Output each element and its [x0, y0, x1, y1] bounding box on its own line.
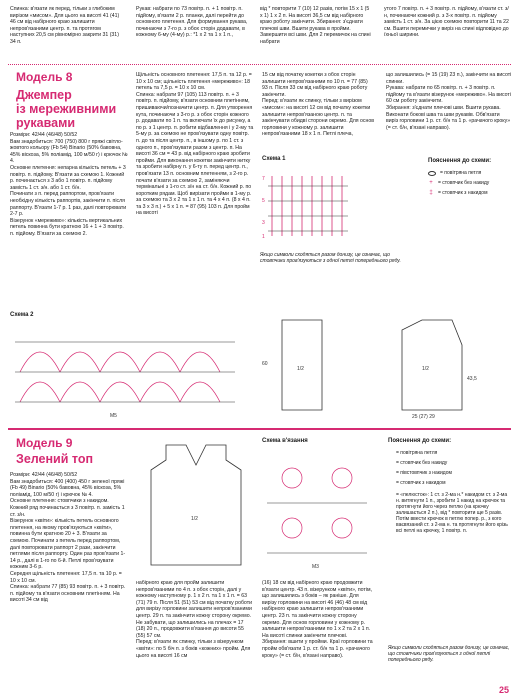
pattern-8-sleeve-label: 1/2 [297, 366, 304, 372]
model-9-text-2: набірного краю для пройм залишити непров'язаними по 4 п. з обох сторін, далі у кожному наступному р. 1 х 2 п. та 1 х 1 п. = 63 (71) 79 п. Після 51 (51) 53 см від початку роботи для вирізу горловини залишити непров'язаними центр. 29 п. та закінчити кожну сторону окремо. Не забувати, що залишились на плечах = 17 (18) 20 п., продовжити в'язання до висоти 55 (55) 57 см. Перед: в'язати як спинку, тільки з візерунком «квіти»: по 5 біч п. з боків «кожних» пройм. Для цього на висоті 16 см [136, 580, 252, 659]
model-9-col-1 [10, 472, 128, 692]
scheme-2-svg [10, 322, 245, 420]
top-text-2: Рукав: набрати по 73 повітр. п. + 1 повітр. п. підйому, в'язати 2 р. планки, далі перейти до основного плетення. Для формування рукава, починаючи з 7-го р. з обох сторін додавати, в кожному 6-му (4-му) р.: *1 х 2 та 1 х 1 п., [136, 6, 248, 39]
model-9-title: Зелений топ [16, 452, 94, 466]
scheme-2-chart [10, 322, 245, 420]
model-8-text-3: 15 см від початку кокетки з обох сторін залишити непров'язаними по 10 п. = 77 (85) 93 п. Після 33 см від набірного краю роботу закінчити. Перед: в'язати як спинку, тільки з вирізом «мисом»: на висоті 12 см від початку кокетки залишити непров'язаною центр. п. та закінчувати обидві сторони окремо. Для основ горловини у кожному р. залишити непров'язаними 18 х 1 п. Петлі плеча, [262, 72, 374, 138]
top-text-1: Спинка: в'язати як перед, тільки з глибоким вирізом «мисом». Для цього на висоті 41 (41) 46 см від набірного краю залишити непров'язаними центр. п. та протягом наступних 20,5 см рівномірно закрити 31 (31) 34 п. [10, 6, 120, 45]
scheme-1-note: Якщо символи сходяться разом донизу, це означає, що стовпчики пров'язуються з одної петлі попереднього ряду. [260, 252, 401, 264]
legend-9-item-2: = стовпчик без накиду [396, 460, 448, 466]
model-9-number: Модель 9 [16, 436, 73, 450]
model-8-col-2 [136, 72, 254, 308]
section-divider-mid [8, 428, 511, 430]
pattern-8-side-length: 43,5 [467, 376, 477, 382]
svg-text:5: 5 [262, 198, 265, 204]
legend-9-title: Пояснення до схеми: [388, 438, 452, 444]
legend-8-item-2 [428, 180, 489, 186]
top-col-4 [384, 6, 512, 58]
model-8-title: Джемпер із мереживними рукавами [16, 88, 117, 130]
scheme-2-rep: М5 [110, 413, 117, 419]
section-divider-top [8, 64, 511, 65]
pattern-9-svg [136, 440, 254, 575]
scheme-1-chart [262, 166, 362, 246]
legend-8-item-3 [428, 190, 488, 196]
scheme-2-label: Схема 2 [10, 312, 34, 318]
legend-8-title: Пояснення до схеми: [428, 158, 492, 164]
scheme-9-label: Схема в'язання [262, 438, 308, 444]
top-col-3 [260, 6, 372, 58]
model-9-col-3 [262, 580, 374, 692]
model-8-col-1 [10, 132, 128, 308]
pattern-9-label: 1/2 [191, 516, 198, 522]
model-8-text-2: Щільність основного плетення: 17,5 п. та 12 р. = 10 х 10 см; щільність плетення «мереживо»: 18 петель та 7,5 р. = 10 х 10 см. Спинка: набрати 97 (105) 113 повітр. п. + 3 повітр. п. підйому, в'язати основним плетінням, пришиваючи/позначити центр. п. Для утворення кута, починаючи з 3-го р. з обох сторін кожного р. додавати по 1 п. та включати їх до рисунку, а по р. з 1 центр. п. робити відбавлення і у 2-му та 5-му р. за схемою не пров'язувати одну повітр. п. до та після центр. п., в іншому р. по 1 ст. з одного п., пров'язувати разом з центр. п. На висоті 36 см = 43 р. від набірного краю зробити пройми. Для виконання кокетки закінчити нитку та зробити набірну п. у 6-ту п. перед центр. п., пров'язати 13 п. основним плетенням, з 2-го р. почати в'язати за схемою 2, заміняючи термінальні з 1-го ст. з/н на ст. б/н. Кожний р. по коротким рядам. Щоб вирізати пройми в 1-му р. за схемою та 3 х 2 та 1 х 1 п. та 4 х 4 п. (8 х 4 п. та 3 х 3 п.) + 5 х 1 п. = 87 (95) 103 п. Для пройм на висоті [136, 72, 254, 217]
legend-8-item-1-text: = повітряна петля [440, 170, 482, 176]
model-9-text-3: (16) 18 см від набірного краю продовжити в'язати центр. 43 п. візерунком «квіти», потім, що залишились з боків – як раніше. Для вирізу горловини на висоті 46 (46) 48 см від набірного краю залишити непров'язаними центр. 23 п. та закінчити кожну сторону окремо. Для основ горловини у кожному р. залишити непров'язаними по 1 х 2 та 2 х 1 п. На висоті спинки закінчити плечові. Збирання: вшити у пройми. Краї горловини та пройм обв'язати 1 р. ст. б/н та 1 р. «рачачого кроку» (= ст. б/н, в'язані направо). [262, 580, 373, 659]
model-8-col-3 [262, 72, 374, 148]
pattern-8-bottom-width: 25 (27) 29 [412, 414, 435, 420]
legend-9-item-1: = повітряна петля [396, 450, 438, 456]
svg-text:7: 7 [262, 176, 265, 182]
pattern-8-svg [262, 310, 510, 420]
model-8-col-4 [386, 72, 512, 148]
legend-9-item-3: = півстовпчик з накидом [396, 470, 452, 476]
top-text-3: від * повторити 7 (10) 12 разів, потім 15 х 1 (5 х 1) 1 х 2 п. На висоті 36,5 см від набірного краю роботу закінчити. Збирання: з'єднати плечові шви. Вшити рукава в пройми. Завершити всі шви. Для 2 перемичок на спині набрати [260, 6, 371, 45]
page-number: 25 [498, 685, 509, 695]
model-9-col-2 [136, 580, 254, 692]
model-8-number: Модель 8 [16, 70, 73, 84]
pattern-9-chart [136, 440, 254, 575]
pattern-8-front-label: 1/2 [422, 366, 429, 372]
scheme-9-svg [262, 448, 374, 576]
double-crochet-icon: ‡ [429, 190, 433, 196]
legend-9-item-5: = «пелюсток»: 1 ст. з 2-ма н.* накидом ст. з 2-ма н. витягнути 1 п., зробити 1 накид на крючок та протягнути його через петлю (на крючку залишається 2 п.), від * повторити ще 5 разів. Потім ввести крючок в петлю попер. р., з кого ваєвязаний ст. з 2-ма н. та протягнути його крізь всі петлі на крючку, 1 повітр. п. [396, 492, 508, 534]
legend-8-item-2-text: = стовпчик без накиду [438, 180, 490, 186]
top-text-4: утого 7 повітр. п. + 3 повітр. п. підйому, в'язати ст. з/н, починаючи кожний р. з 3-х повітр. п. підйому замість 1 ст. з/н. За цією схемою повторити 11 та 22 см. Вшити перемички у виріз на спині відповідно до їхньої ширини. [384, 6, 509, 39]
legend-8-item-3-text: = стовпчик з накидом [438, 190, 488, 196]
svg-text:3: 3 [262, 220, 265, 226]
scheme-9-rep: М3 [312, 564, 319, 570]
scheme-9-note: Якщо символи сходяться разом донизу, це означає, що стовпчики пров'язуються з одної петлі попереднього ряду. [388, 645, 510, 663]
pattern-8-chart [262, 310, 510, 420]
pattern-8-sleeve-length: 60 [262, 361, 268, 367]
scheme-1-svg [262, 166, 362, 246]
top-col-2 [136, 6, 248, 58]
model-8-text-1: Розміри: 42/44 (46/48) 50/52 Вам знадобиться: 700 (750) 800 г пряжі світло-жовтого кольору (Fb 54) Binario (50% бавовна, 45% віскоза, 5% поліамід, 100 м/50 г) і крючок № 4. Основне плетення: непарна кількість петель + 3 повітр. п. підйому. В'язати за схемою 1. Кожний р. починається з 3 або 1 повітр. п. підйому замість 1 ст. з/н. або 1 ст. б/н. Починати з п. перед раппортом, пров'язати необхідну кількість раппортів, закінчити п. після раппорту. В'язати 1-7 р. 1 раз, далі повторювати 2-7 р. Візерунок «мереживо»: кількість вертикальних петель повинна бути кратною 16 + 1 + 3 повітр. п. підйому. В'язати за схемою 2. [10, 132, 128, 237]
scheme-1-label: Схема 1 [262, 156, 286, 162]
chain-stitch-icon [428, 171, 436, 176]
svg-text:1: 1 [262, 234, 265, 240]
top-col-1 [10, 6, 122, 58]
legend-8-item-1 [428, 170, 481, 176]
model-9-text-1: Розміри: 42/44 (46/48) 50/52 Вам знадобиться: 400 (400) 450 г зеленої пряжі (Fb 49) Binario (50% бавовна, 45% віскоза, 5% поліамід, 100 м/50 г) і крючок № 4. Основне плетення: стовпчики з накидом. Кожний ряд починається з 3 повітр. п. замість 1 ст. з/н. Візерунок «квіти»: кількість петель основного плетення, на якому пров'язуються «квіти», повинна бути кратною 20 + 3. В'язати за схемою. Починати з петель перед раппортом, далі повторювати раппорт 2 рази, закінчити петлями після раппорту. Один раз пров'язати 1-14 р., далі в 1-го по 6-й. Петлі пров'язувати кожним 3-6 р. Середня щільність плетення: 17,5 п. та 10 р. = 10 х 10 см. Спинка: набрати 77 (85) 93 повітр. п. + 3 повітр. п. підйому та в'язати основним плетінням. На висоті 34 см від [10, 472, 126, 604]
scheme-9-chart [262, 448, 374, 576]
legend-9-item-4: = стовпчик з накидом [396, 480, 446, 486]
single-crochet-icon: + [429, 180, 433, 186]
model-8-text-4: що залишились (= 15 (19) 23 п.), закінчити на висоті спинки. Рукава: набрати по 65 повітр. п. + 3 повітр. п. підйому та в'язати візерунок «мереживо». На висоті 60 см роботу закінчити. Збирання: з'єднати плечові шви. Вшити рукава. Виконати бокові шва та шви рукавів. Обв'язати виріз горловини 1 р. ст. б/н та 1 р. «рачачого кроку» (= ст. б/н, в'язані направо). [386, 72, 512, 131]
